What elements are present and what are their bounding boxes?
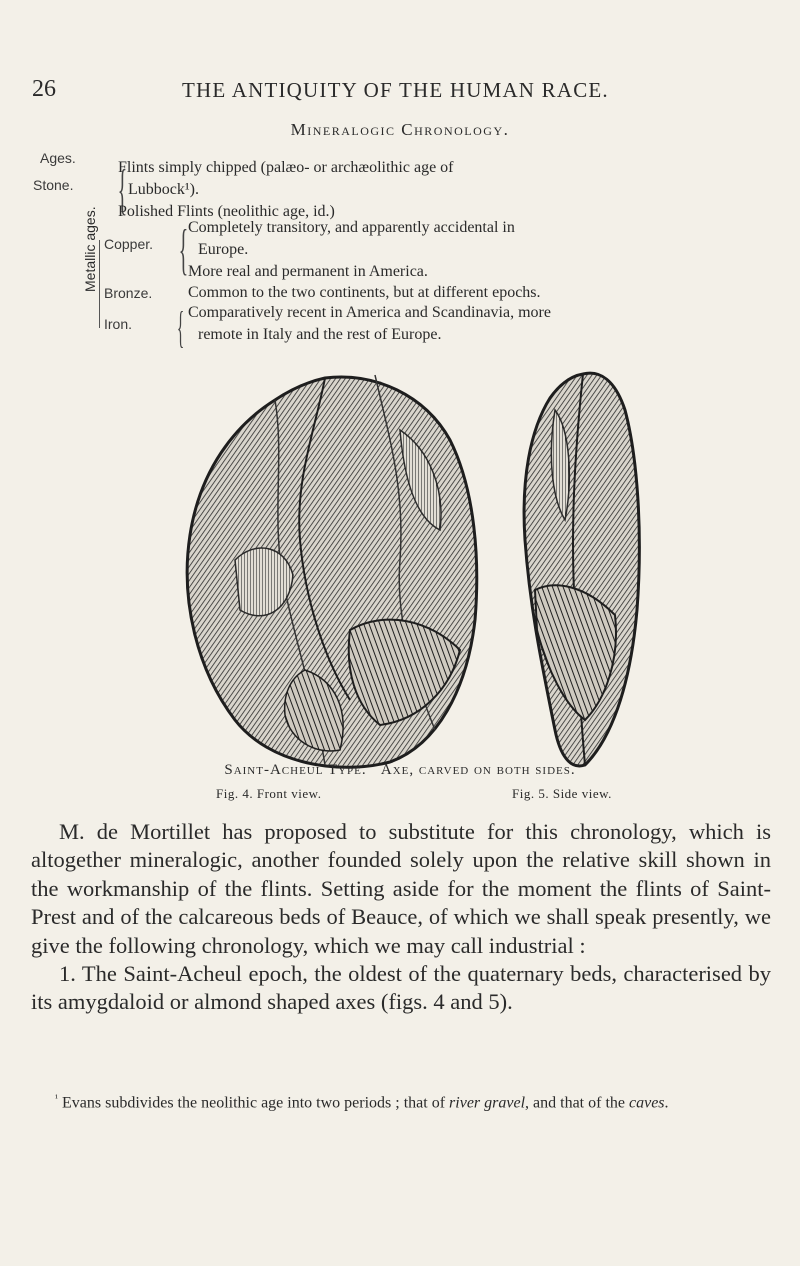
footnote-italic-a: river gravel: [449, 1094, 526, 1112]
running-title: THE ANTIQUITY OF THE HUMAN RACE.: [182, 78, 609, 102]
brace-stone: {: [117, 159, 128, 221]
metallic-bracket-line: [99, 240, 100, 328]
footnote-text-b: , and that of the: [525, 1094, 629, 1112]
bronze-line-1: Common to the two continents, but at different epochs.: [188, 284, 541, 301]
caption-description: Axe, carved on both sides.: [380, 762, 576, 778]
fig4-caption: Fig. 4. Front view.: [216, 786, 322, 801]
footnote-text-a: Evans subdivides the neolithic age into two periods ; that of: [62, 1094, 450, 1112]
age-label-stone: Stone.: [33, 177, 74, 193]
paragraph-2: 1. The Saint-Acheul epoch, the oldest of the quaternary beds, characterised by its amygdaloid or almond shaped axes (figs. 4 and 5).: [31, 961, 771, 1015]
footnote-text-c: .: [664, 1094, 669, 1112]
fig5-caption: Fig. 5. Side view.: [512, 786, 612, 801]
front-view-axe: [187, 375, 477, 767]
iron-line-2: remote in Italy and the rest of Europe.: [198, 326, 442, 343]
figure-caption: [0, 762, 800, 779]
caption-type: Saint-Acheul Type.: [224, 762, 367, 778]
metallic-ages-label: Metallic ages.: [82, 206, 98, 292]
brace-copper: {: [178, 219, 189, 281]
age-label-iron: Iron.: [104, 316, 133, 332]
age-label-copper: Copper.: [104, 236, 154, 252]
ages-label: Ages.: [40, 150, 76, 166]
stone-line-1: Flints simply chipped (palæo- or archæolithic age of: [118, 159, 454, 176]
stone-line-2: Lubbock¹).: [128, 181, 199, 198]
body-text: [31, 818, 771, 1017]
figure-illustrations: [175, 370, 675, 790]
page-number: 26: [32, 76, 56, 102]
footnote-marker: ¹: [55, 1093, 58, 1104]
side-view-axe: [524, 373, 639, 766]
brace-iron: {: [176, 303, 185, 352]
section-title: Mineralogic Chronology.: [290, 120, 510, 139]
copper-line-2: Europe.: [198, 241, 249, 258]
iron-line-1: Comparatively recent in America and Scandinavia, more: [188, 304, 551, 321]
footnote: [31, 1088, 771, 1113]
page-header: [32, 76, 772, 106]
copper-line-3: More real and permanent in America.: [188, 263, 428, 280]
stone-line-3: Polished Flints (neolithic age, id.): [118, 203, 335, 220]
paragraph-1: M. de Mortillet has proposed to substitute for this chronology, which is altogether mineralogic, another founded solely upon the relative skill shown in the workmanship of the flints. Setting aside for the moment the flints of Saint-Prest and of the calcareous beds of Beauce, of which we shall speak presently, we give the following chronology, which we may call industrial :: [31, 819, 771, 958]
copper-line-1: Completely transitory, and apparently accidental in: [188, 219, 515, 236]
footnote-italic-b: caves: [629, 1094, 665, 1112]
axe-engraving: [175, 370, 675, 790]
age-label-bronze: Bronze.: [104, 285, 153, 301]
